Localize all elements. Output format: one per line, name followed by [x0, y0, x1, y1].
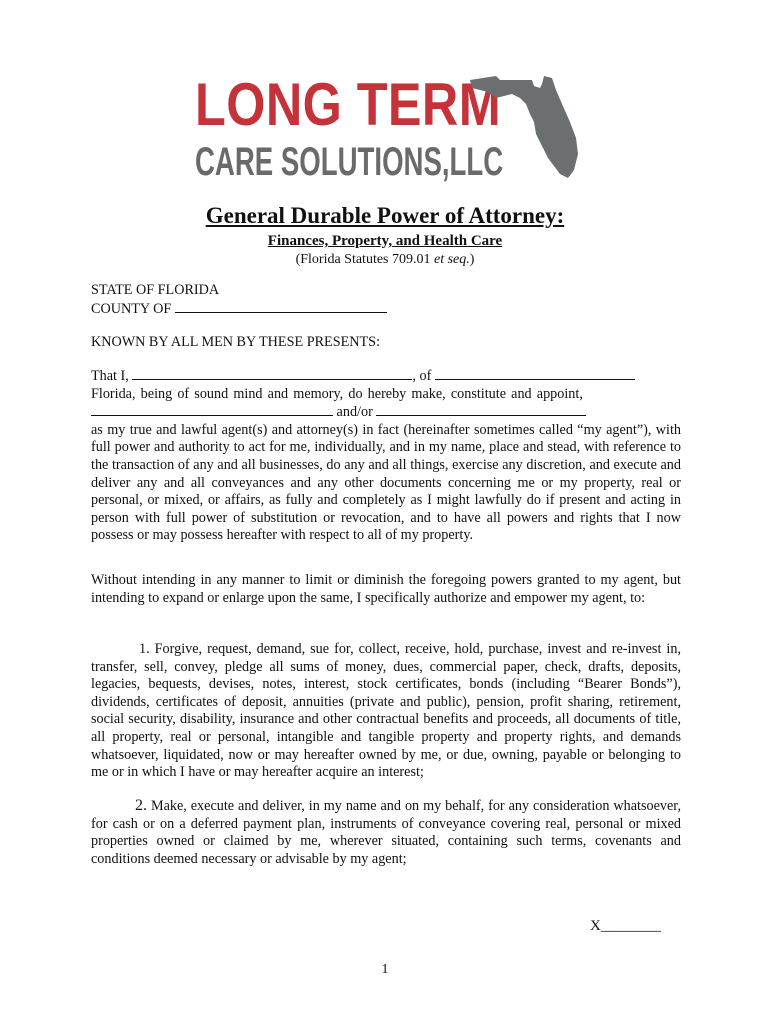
- agents-line: [91, 403, 681, 422]
- item-2-number: 2.: [135, 797, 147, 814]
- state-line: STATE OF FLORIDA: [91, 282, 220, 298]
- page-number: 1: [381, 962, 389, 977]
- item-1-number: 1.: [139, 641, 150, 657]
- logo-text-line1: LONG TERM: [195, 71, 502, 138]
- state-county-block: [91, 282, 681, 318]
- florida-line: Florida, being of sound mind and memory, do hereby make, constitute and appoint,: [91, 385, 583, 402]
- agent-1-blank[interactable]: [91, 403, 333, 416]
- principal-name-blank[interactable]: [132, 367, 412, 380]
- appointment-body: as my true and lawful agent(s) and attorney(s) in fact (hereinafter sometimes called “my agent”), with full power and authority to act for me, individually, and in my name, place and stead, with reference to the transaction of any and all businesses, do any and all things, exercise any discretion, and execute and deliver any and all conveyances and any other documents concerning me or my property, real or personal, or mixed, or affairs, as fully and completely as I might lawfully do if present and acting in person with full power of substitution or revocation, and to have all powers and rights that I now possess or may possess hereafter with respect to all of my property.: [91, 421, 681, 544]
- agent-2-blank[interactable]: [376, 403, 586, 416]
- without-intending-paragraph: Without intending in any manner to limit or diminish the foregoing powers granted to my agent, but intending to expand or enlarge upon the same, I specifically authorize and empower my agent, to:: [91, 572, 681, 606]
- florida-map-icon: [470, 74, 580, 182]
- county-label: COUNTY OF: [91, 300, 172, 317]
- principal-address-blank[interactable]: [435, 367, 635, 380]
- document-title: General Durable Power of Attorney:: [205, 203, 565, 228]
- statute-reference: [0, 251, 770, 268]
- andor-label: and/or: [336, 404, 373, 421]
- that-i-label: That I,: [91, 368, 129, 384]
- item-2-text: Make, execute and deliver, in my name and on my behalf, for any consideration whatsoever, for cash or on a deferred payment plan, instruments of conveyance covering real, personal or mixed properties owned or claimed by me, wherever situated, containing such terms, covenants and conditions deemed necessary or advisable by my agent;: [91, 798, 681, 867]
- initial-blank[interactable]: X________: [590, 918, 661, 934]
- statute-italic: et seq.: [434, 252, 470, 267]
- power-item-1: [91, 641, 681, 782]
- known-by-heading: KNOWN BY ALL MEN BY THESE PRESENTS:: [91, 334, 381, 350]
- county-line: [91, 300, 681, 319]
- power-item-2: [91, 797, 681, 868]
- document-subtitle: Finances, Property, and Health Care: [267, 233, 503, 249]
- statute-prefix: (Florida Statutes 709.01: [295, 252, 434, 267]
- logo-text-line2: CARE SOLUTIONS,LLC: [195, 140, 504, 184]
- county-blank[interactable]: [175, 300, 387, 313]
- statute-suffix: ): [469, 252, 475, 267]
- item-1-text: Forgive, request, demand, sue for, collect, receive, hold, purchase, invest and re-invest in, transfer, sell, convey, pledge all sums of money, dues, commercial paper, check, drafts, deposits, legacies, bequests, devises, notes, interest, stock certificates, bonds (including “Bearer Bonds”), dividends, certificates of deposit, annuities (private and public), pension, profit sharing, retirement, social security, disability, insurance and other contractual benefits and proceeds, all documents of title, all property, real or personal, intangible and tangible property and property rights, and demands whatsoever, liquidated, now or may hereafter owned by me, or due, owning, payable or belonging to me or in which I have or may hereafter acquire an interest;: [91, 641, 682, 781]
- of-label: , of: [412, 368, 432, 384]
- appointment-paragraph: [91, 367, 681, 545]
- that-i-line: [91, 367, 681, 386]
